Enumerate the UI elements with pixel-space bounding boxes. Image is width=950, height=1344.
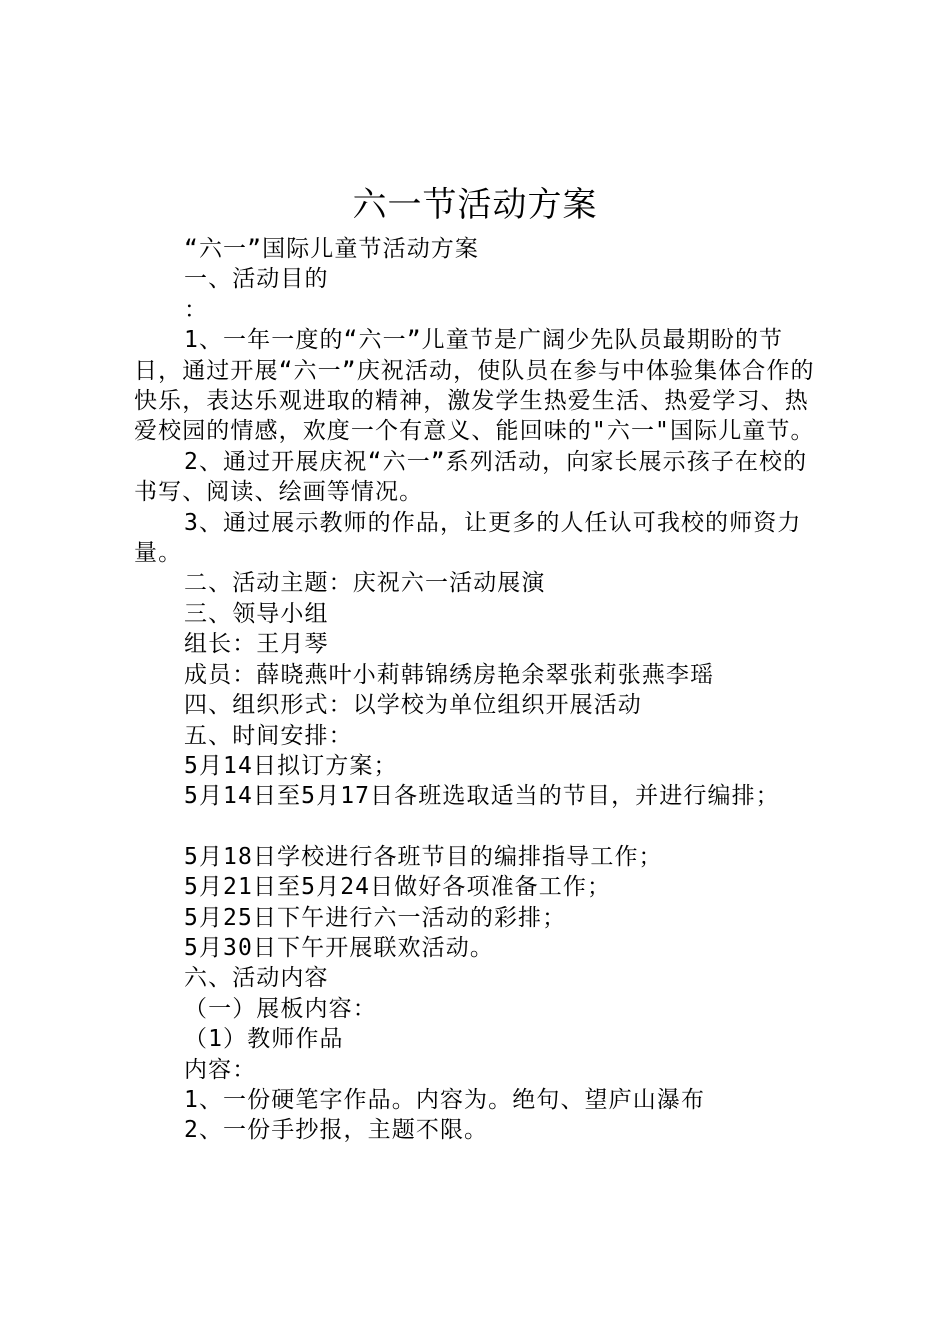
schedule-item: 5月18日学校进行各班节目的编排指导工作； bbox=[184, 843, 663, 870]
leader-line: 组长：王月琴 bbox=[184, 631, 329, 658]
document-title: 六一节活动方案 bbox=[352, 185, 598, 225]
schedule-item: 5月25日下午进行六一活动的彩排； bbox=[184, 904, 567, 931]
schedule-item: 5月14日至5月17日各班选取适当的节目，并进行编排； bbox=[184, 783, 780, 810]
content-item-2: 2、一份手抄报，主题不限。 bbox=[184, 1117, 489, 1144]
section-heading-content: 六、活动内容 bbox=[184, 965, 329, 992]
content-label: 内容： bbox=[184, 1056, 257, 1083]
document-body bbox=[134, 234, 824, 1146]
purpose-item-3: 3、通过展示教师的作品，让更多的人任认可我校的师资力量。 bbox=[134, 509, 802, 567]
subsection-teacher-works: （1）教师作品 bbox=[184, 1026, 344, 1053]
content-item-1: 1、一份硬笔字作品。内容为。绝句、望庐山瀑布 bbox=[184, 1086, 706, 1113]
section-heading-leadership: 三、领导小组 bbox=[184, 600, 329, 627]
colon-line: ： bbox=[184, 296, 209, 323]
section-heading-format: 四、组织形式：以学校为单位组织开展活动 bbox=[184, 692, 642, 719]
section-heading-theme: 二、活动主题：庆祝六一活动展演 bbox=[184, 570, 546, 597]
section-heading-purpose: 一、活动目的 bbox=[184, 266, 329, 293]
members-line: 成员：薛晓燕叶小莉韩锦绣房艳余翠张莉张燕李瑶 bbox=[184, 661, 715, 688]
schedule-item: 5月21日至5月24日做好各项准备工作； bbox=[184, 874, 612, 901]
section-heading-schedule: 五、时间安排： bbox=[184, 722, 353, 749]
purpose-item-1: 1、一年一度的“六一”儿童节是广阔少先队员最期盼的节日，通过开展“六一”庆祝活动，使队员在参与中体验集体合作的快乐，表达乐观进取的精神，激发学生热爱生活、热爱学习、热爱校园的情感，欢度一个有意义、能回味的"六一"国际儿童节。 bbox=[134, 327, 815, 445]
schedule-item: 5月14日拟订方案； bbox=[184, 752, 398, 779]
purpose-item-2: 2、通过开展庆祝“六一”系列活动，向家长展示孩子在校的书写、阅读、绘画等情况。 bbox=[134, 448, 808, 506]
subsection-board: （一）展板内容： bbox=[184, 995, 377, 1022]
schedule-item: 5月30日下午开展联欢活动。 bbox=[184, 934, 494, 961]
subtitle-line: “六一”国际儿童节活动方案 bbox=[184, 236, 479, 262]
